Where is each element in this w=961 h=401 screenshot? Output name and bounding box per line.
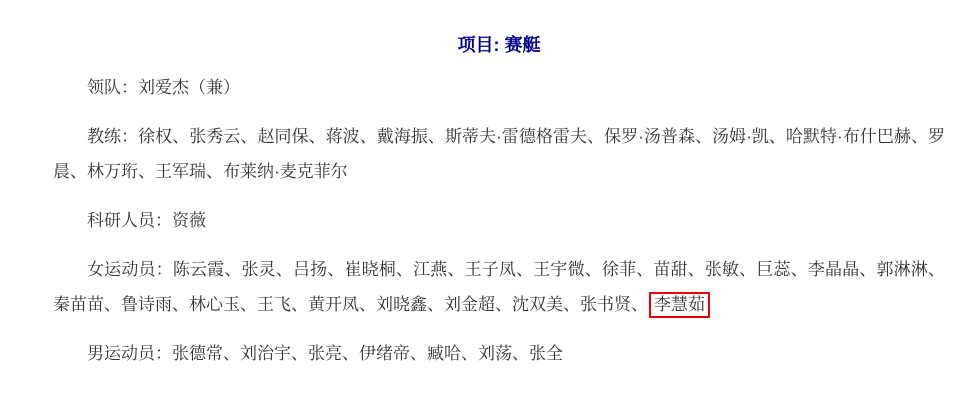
coaches-label: 教练： xyxy=(87,127,139,146)
highlight-box-annotation xyxy=(649,292,710,318)
male-athletes-names: 张德常、刘治宇、张亮、伊绪帝、臧哈、刘荡、张全 xyxy=(172,344,563,363)
leader-names: 刘爱杰（兼） xyxy=(138,78,240,97)
leader-line xyxy=(53,70,945,105)
coaches-names: 徐权、张秀云、赵同保、蒋波、戴海振、斯蒂夫·雷德格雷夫、保罗·汤普森、汤姆·凯、哈默特·布什巴赫、罗晨、林万珩、王军瑞、布莱纳·麦克菲尔 xyxy=(53,127,945,181)
male-athletes-line xyxy=(53,336,945,371)
male-athletes-label: 男运动员： xyxy=(87,344,172,363)
female-athletes-names: 陈云霞、张灵、吕扬、崔晓桐、江燕、王子凤、王宇微、徐菲、苗甜、张敏、巨蕊、李晶晶、郭淋淋、秦苗苗、鲁诗雨、林心玉、王飞、黄开凤、刘晓鑫、刘金超、沈双美、张书贤、 xyxy=(53,260,946,314)
research-staff-line xyxy=(53,203,945,238)
leader-label: 领队： xyxy=(87,78,138,97)
coaches-line xyxy=(53,119,945,189)
research-staff-names: 资薇 xyxy=(172,211,206,230)
highlighted-athlete-name: 李慧茹 xyxy=(654,295,705,314)
page-title: 项目: 赛艇 xyxy=(457,35,541,55)
research-staff-label: 科研人员： xyxy=(87,211,172,230)
female-athletes-line xyxy=(53,252,945,322)
female-athletes-label: 女运动员： xyxy=(87,260,173,279)
